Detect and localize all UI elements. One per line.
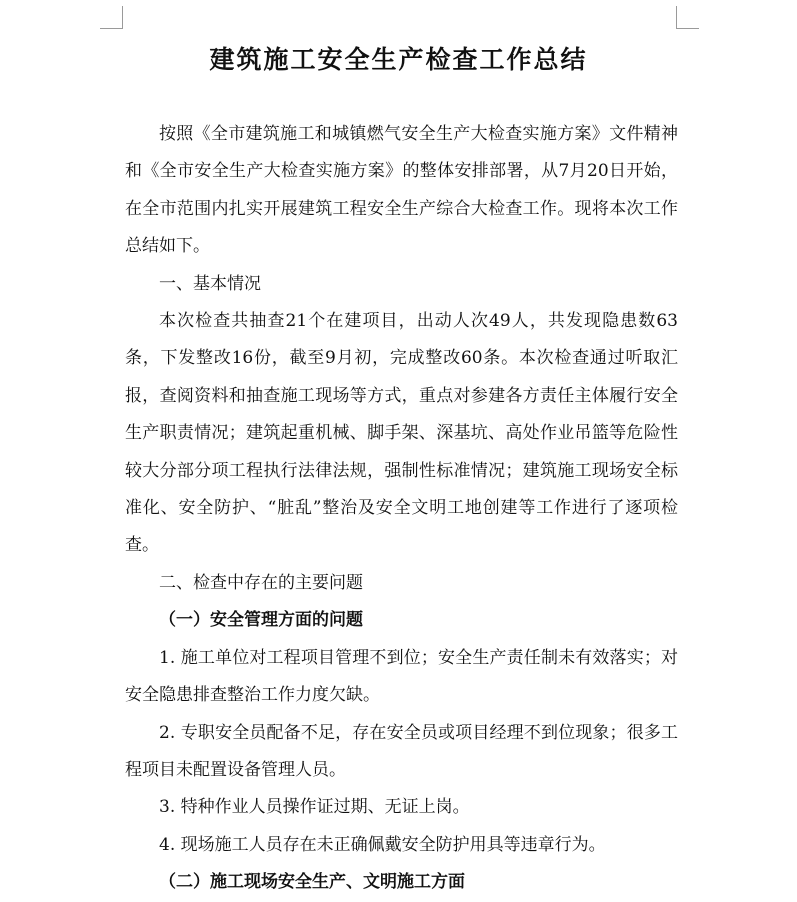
section-heading-basic-situation: 一、基本情况 (159, 273, 261, 294)
list-item: 2. 专职安全员配备不足，存在安全员或项目经理不到位现象；很多工程项目未配置设备管理人员。 (125, 722, 678, 780)
page-corner-mark-left (100, 6, 123, 29)
section-heading-main-problems: 二、检查中存在的主要问题 (159, 572, 363, 593)
intro-paragraph: 按照《全市建筑施工和城镇燃气安全生产大检查实施方案》文件精神和《全市安全生产大检查实施方案》的整体安排部署，从7月20日开始，在全市范围内扎实开展建筑工程安全生产综合大检查工作。现将本次工作总结如下。 (125, 124, 678, 257)
basic-situation-paragraph: 本次检查共抽查21个在建项目，出动人次49人，共发现隐患数63条，下发整改16份，截至9月初，完成整改60条。本次检查通过听取汇报，查阅资料和抽查施工现场等方式，重点对参建各方责任主体履行安全生产职责情况；建筑起重机械、脚手架、深基坑、高处作业吊篮等危险性较大分部分项工程执行法律法规，强制性标准情况；建筑施工现场安全标准化、安全防护、“脏乱”整治及安全文明工地创建等工作进行了逐项检查。 (125, 311, 678, 556)
subsection-heading-site-safety: （二）施工现场安全生产、文明施工方面 (159, 872, 465, 893)
page-corner-mark-right (676, 6, 699, 29)
list-item: 3. 特种作业人员操作证过期、无证上岗。 (159, 797, 470, 818)
subsection-heading-safety-management: （一）安全管理方面的问题 (159, 610, 363, 631)
document-title: 建筑施工安全生产检查工作总结 (209, 45, 588, 74)
list-item: 1. 施工单位对工程项目管理不到位；安全生产责任制未有效落实；对安全隐患排查整治工作力度欠缺。 (125, 647, 678, 706)
list-item: 4. 现场施工人员存在未正确佩戴安全防护用具等违章行为。 (159, 834, 606, 855)
document-body (125, 116, 678, 902)
